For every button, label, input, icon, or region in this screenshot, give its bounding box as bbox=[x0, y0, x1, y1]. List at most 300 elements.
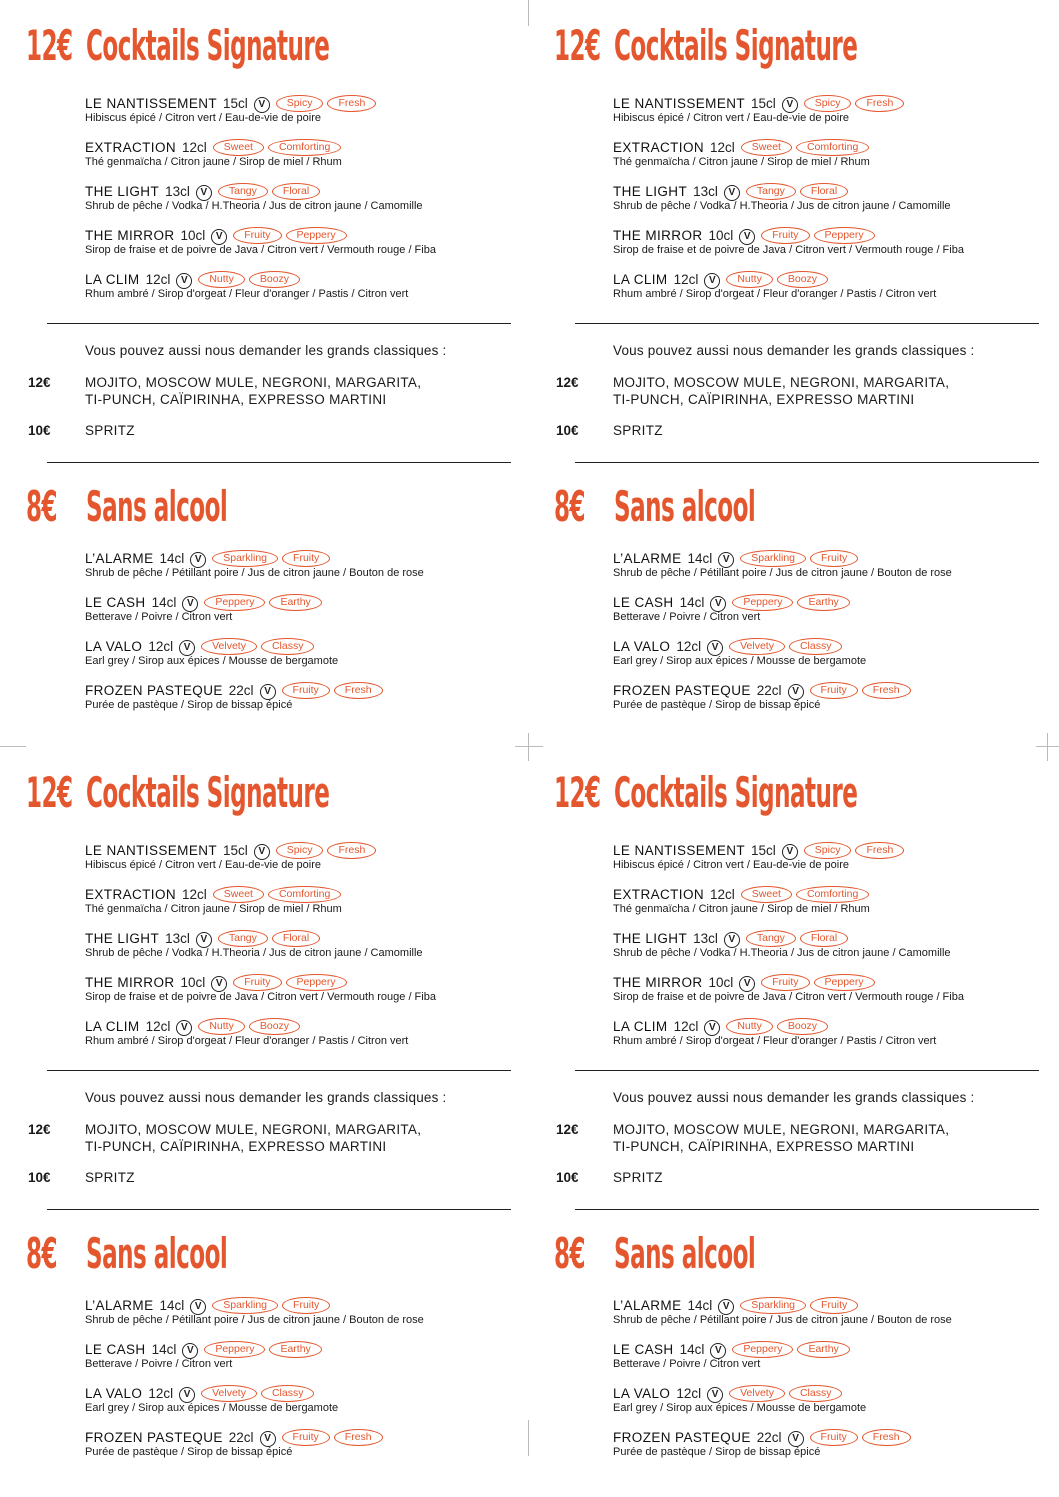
flavor-tag: Peppery bbox=[814, 227, 875, 244]
item-name: EXTRACTION bbox=[613, 887, 705, 902]
item-ingredients: Betterave / Poivre / Citron vert bbox=[613, 1358, 761, 1370]
classics-section bbox=[20, 1089, 520, 1187]
menu-item bbox=[85, 136, 520, 169]
classics-line: MOJITO, MOSCOW MULE, NEGRONI, MARGARITA, bbox=[613, 1122, 950, 1137]
item-ingredients: Shrub de pêche / Vodka / H.Theoria / Jus de citron jaune / Camomille bbox=[613, 947, 951, 959]
flavor-tag: Peppery bbox=[814, 974, 875, 991]
menu-item bbox=[613, 224, 1048, 257]
item-name: LA CLIM bbox=[85, 1019, 140, 1034]
item-name: THE LIGHT bbox=[85, 931, 160, 946]
sans-alcool-price: 8€ bbox=[26, 1229, 58, 1278]
menu-item bbox=[85, 883, 520, 916]
classics-intro: Vous pouvez aussi nous demander les grands classiques : bbox=[85, 343, 447, 358]
vegan-icon: V bbox=[724, 185, 740, 201]
flavor-tag: Tangy bbox=[218, 930, 268, 947]
signature-header bbox=[548, 18, 1048, 74]
item-volume: 10cl bbox=[708, 228, 734, 243]
item-name: LE NANTISSEMENT bbox=[85, 843, 218, 858]
flavor-tag: Fruity bbox=[761, 227, 809, 244]
flavor-tag: Spicy bbox=[804, 95, 852, 112]
divider bbox=[575, 323, 1039, 324]
menu-item bbox=[85, 927, 520, 960]
item-ingredients: Earl grey / Sirop aux épices / Mousse de bergamote bbox=[613, 655, 867, 667]
flavor-tag: Fruity bbox=[810, 550, 858, 567]
flavor-tag: Boozy bbox=[249, 271, 300, 288]
signature-list bbox=[613, 92, 1048, 301]
flavor-tag: Velvety bbox=[201, 638, 257, 655]
item-ingredients: Betterave / Poivre / Citron vert bbox=[85, 1358, 233, 1370]
item-volume: 13cl bbox=[165, 184, 190, 199]
item-name: LA CLIM bbox=[85, 272, 140, 287]
flavor-tag: Fruity bbox=[761, 974, 809, 991]
flavor-tag: Classy bbox=[261, 1385, 315, 1402]
item-volume: 12cl bbox=[145, 1019, 171, 1034]
vegan-icon: V bbox=[182, 1343, 198, 1359]
item-name: LA VALO bbox=[85, 639, 143, 654]
item-volume: 14cl bbox=[151, 1342, 177, 1357]
vegan-icon: V bbox=[260, 1431, 276, 1447]
item-ingredients: Hibiscus épicé / Citron vert / Eau-de-vie de poire bbox=[85, 112, 321, 124]
menu-item bbox=[85, 1426, 520, 1459]
flavor-tag: Fresh bbox=[855, 842, 904, 859]
menu-item bbox=[613, 679, 1048, 712]
item-ingredients: Purée de pastèque / Sirop de bissap épicé bbox=[613, 1446, 821, 1458]
item-ingredients: Betterave / Poivre / Citron vert bbox=[613, 611, 761, 623]
item-ingredients: Purée de pastèque / Sirop de bissap épicé bbox=[613, 699, 821, 711]
flavor-tag: Earthy bbox=[269, 1341, 321, 1358]
classics-section bbox=[548, 1089, 1048, 1187]
signature-list bbox=[613, 839, 1048, 1048]
signature-title: Cocktails Signature bbox=[614, 768, 858, 817]
item-name: FROZEN PASTEQUE bbox=[85, 683, 223, 698]
classics-line: MOJITO, MOSCOW MULE, NEGRONI, MARGARITA, bbox=[85, 1122, 422, 1137]
flavor-tag: Fresh bbox=[862, 1429, 911, 1446]
flavor-tag: Fruity bbox=[282, 550, 330, 567]
item-name: LE NANTISSEMENT bbox=[613, 843, 746, 858]
item-ingredients: Hibiscus épicé / Citron vert / Eau-de-vie de poire bbox=[613, 859, 849, 871]
flavor-tag: Fruity bbox=[282, 1297, 330, 1314]
item-volume: 14cl bbox=[687, 551, 713, 566]
item-volume: 14cl bbox=[679, 1342, 705, 1357]
item-volume: 10cl bbox=[180, 228, 206, 243]
flavor-tag: Spicy bbox=[276, 842, 324, 859]
flavor-tag: Fresh bbox=[327, 842, 376, 859]
item-name: LE CASH bbox=[613, 595, 674, 610]
signature-price: 12€ bbox=[26, 768, 73, 817]
signature-price: 12€ bbox=[26, 21, 73, 70]
flavor-tag: Earthy bbox=[797, 594, 849, 611]
item-ingredients: Rhum ambré / Sirop d'orgeat / Fleur d'oranger / Pastis / Citron vert bbox=[85, 1035, 409, 1047]
item-volume: 12cl bbox=[676, 639, 702, 654]
item-name: LA VALO bbox=[613, 1386, 671, 1401]
item-ingredients: Earl grey / Sirop aux épices / Mousse de bergamote bbox=[85, 655, 339, 667]
item-name: LE CASH bbox=[85, 1342, 146, 1357]
flavor-tag: Fresh bbox=[334, 1429, 383, 1446]
vegan-icon: V bbox=[704, 1020, 720, 1036]
vegan-icon: V bbox=[782, 97, 798, 113]
item-ingredients: Shrub de pêche / Vodka / H.Theoria / Jus de citron jaune / Camomille bbox=[85, 947, 423, 959]
item-volume: 12cl bbox=[676, 1386, 702, 1401]
classics-row bbox=[20, 1121, 520, 1155]
item-name: LA VALO bbox=[85, 1386, 143, 1401]
item-volume: 22cl bbox=[228, 1430, 254, 1445]
item-volume: 14cl bbox=[151, 595, 177, 610]
flavor-tag: Floral bbox=[272, 930, 320, 947]
menu-item bbox=[85, 1338, 520, 1371]
item-name: THE MIRROR bbox=[613, 228, 703, 243]
classics-price: 12€ bbox=[556, 375, 579, 390]
menu-item bbox=[85, 635, 520, 668]
vegan-icon: V bbox=[707, 1387, 723, 1403]
flavor-tag: Comforting bbox=[268, 886, 341, 903]
flavor-tag: Classy bbox=[261, 638, 315, 655]
flavor-tag: Fruity bbox=[282, 682, 330, 699]
item-name: LE CASH bbox=[85, 595, 146, 610]
classics-line: TI-PUNCH, CAÏPIRINHA, EXPRESSO MARTINI bbox=[85, 1139, 387, 1154]
flavor-tag: Sweet bbox=[741, 139, 792, 156]
menu-item bbox=[613, 547, 1048, 580]
flavor-tag: Floral bbox=[800, 183, 848, 200]
divider bbox=[575, 462, 1039, 463]
item-ingredients: Shrub de pêche / Vodka / H.Theoria / Jus de citron jaune / Camomille bbox=[85, 200, 423, 212]
item-ingredients: Earl grey / Sirop aux épices / Mousse de bergamote bbox=[613, 1402, 867, 1414]
crop-mark bbox=[528, 0, 529, 26]
item-name: THE MIRROR bbox=[613, 975, 703, 990]
item-volume: 15cl bbox=[751, 843, 776, 858]
item-ingredients: Rhum ambré / Sirop d'orgeat / Fleur d'oranger / Pastis / Citron vert bbox=[613, 1035, 937, 1047]
item-ingredients: Shrub de pêche / Pétillant poire / Jus de citron jaune / Bouton de rose bbox=[613, 1314, 952, 1326]
classics-line: MOJITO, MOSCOW MULE, NEGRONI, MARGARITA, bbox=[85, 375, 422, 390]
vegan-icon: V bbox=[254, 97, 270, 113]
item-ingredients: Thé genmaïcha / Citron jaune / Sirop de miel / Rhum bbox=[85, 903, 342, 915]
item-name: L’ALARME bbox=[613, 1298, 682, 1313]
flavor-tag: Comforting bbox=[796, 139, 869, 156]
sans-alcool-list bbox=[85, 1294, 520, 1459]
classics-price: 12€ bbox=[556, 1122, 579, 1137]
item-name: FROZEN PASTEQUE bbox=[613, 683, 751, 698]
flavor-tag: Fresh bbox=[862, 682, 911, 699]
flavor-tag: Fresh bbox=[327, 95, 376, 112]
item-volume: 15cl bbox=[751, 96, 776, 111]
menu-panel bbox=[548, 18, 1048, 748]
classics-line: SPRITZ bbox=[613, 423, 663, 438]
menu-item bbox=[613, 1294, 1048, 1327]
menu-item bbox=[85, 1382, 520, 1415]
menu-item bbox=[613, 1015, 1048, 1048]
item-volume: 15cl bbox=[223, 96, 248, 111]
item-name: THE LIGHT bbox=[85, 184, 160, 199]
sans-alcool-price: 8€ bbox=[554, 482, 586, 531]
classics-line: MOJITO, MOSCOW MULE, NEGRONI, MARGARITA, bbox=[613, 375, 950, 390]
menu-item bbox=[85, 1015, 520, 1048]
signature-header bbox=[20, 18, 520, 74]
menu-item bbox=[85, 679, 520, 712]
sans-alcool-price: 8€ bbox=[554, 1229, 586, 1278]
flavor-tag: Peppery bbox=[286, 227, 347, 244]
flavor-tag: Boozy bbox=[777, 271, 828, 288]
sans-alcool-header bbox=[548, 1226, 1048, 1282]
classics-intro: Vous pouvez aussi nous demander les grands classiques : bbox=[85, 1090, 447, 1105]
item-name: L’ALARME bbox=[613, 551, 682, 566]
classics-row bbox=[548, 374, 1048, 408]
vegan-icon: V bbox=[788, 684, 804, 700]
divider bbox=[575, 1070, 1039, 1071]
item-name: LA VALO bbox=[613, 639, 671, 654]
flavor-tag: Nutty bbox=[198, 271, 245, 288]
item-volume: 14cl bbox=[687, 1298, 713, 1313]
flavor-tag: Floral bbox=[272, 183, 320, 200]
item-volume: 12cl bbox=[710, 140, 735, 155]
item-ingredients: Thé genmaïcha / Citron jaune / Sirop de miel / Rhum bbox=[613, 903, 870, 915]
item-ingredients: Purée de pastèque / Sirop de bissap épicé bbox=[85, 1446, 293, 1458]
signature-title: Cocktails Signature bbox=[86, 768, 330, 817]
item-volume: 13cl bbox=[165, 931, 190, 946]
vegan-icon: V bbox=[190, 1299, 206, 1315]
flavor-tag: Velvety bbox=[729, 1385, 785, 1402]
item-ingredients: Rhum ambré / Sirop d'orgeat / Fleur d'oranger / Pastis / Citron vert bbox=[613, 288, 937, 300]
vegan-icon: V bbox=[176, 1020, 192, 1036]
menu-item bbox=[613, 268, 1048, 301]
signature-header bbox=[20, 765, 520, 821]
vegan-icon: V bbox=[724, 932, 740, 948]
item-name: THE MIRROR bbox=[85, 228, 175, 243]
divider bbox=[47, 1209, 511, 1210]
item-name: LA CLIM bbox=[613, 272, 668, 287]
item-ingredients: Sirop de fraise et de poivre de Java / Citron vert / Vermouth rouge / Fiba bbox=[85, 991, 436, 1003]
item-volume: 22cl bbox=[756, 683, 782, 698]
item-name: LE CASH bbox=[613, 1342, 674, 1357]
flavor-tag: Floral bbox=[800, 930, 848, 947]
item-volume: 12cl bbox=[710, 887, 735, 902]
classics-price: 12€ bbox=[28, 1122, 51, 1137]
sans-alcool-header bbox=[20, 1226, 520, 1282]
sans-alcool-header bbox=[20, 479, 520, 535]
sans-alcool-header bbox=[548, 479, 1048, 535]
item-volume: 12cl bbox=[148, 1386, 174, 1401]
item-volume: 10cl bbox=[180, 975, 206, 990]
vegan-icon: V bbox=[739, 229, 755, 245]
item-volume: 14cl bbox=[679, 595, 705, 610]
flavor-tag: Spicy bbox=[276, 95, 324, 112]
sans-alcool-section bbox=[20, 479, 520, 712]
sans-alcool-list bbox=[613, 547, 1048, 712]
flavor-tag: Comforting bbox=[268, 139, 341, 156]
classics-price: 10€ bbox=[28, 1170, 51, 1185]
item-volume: 22cl bbox=[228, 683, 254, 698]
classics-line: TI-PUNCH, CAÏPIRINHA, EXPRESSO MARTINI bbox=[85, 392, 387, 407]
menu-item bbox=[613, 1382, 1048, 1415]
item-name: FROZEN PASTEQUE bbox=[85, 1430, 223, 1445]
flavor-tag: Nutty bbox=[726, 1018, 773, 1035]
menu-item bbox=[613, 591, 1048, 624]
flavor-tag: Fruity bbox=[233, 974, 281, 991]
item-name: LE NANTISSEMENT bbox=[613, 96, 746, 111]
menu-item bbox=[85, 971, 520, 1004]
item-name: L’ALARME bbox=[85, 1298, 154, 1313]
flavor-tag: Peppery bbox=[204, 1341, 265, 1358]
sans-alcool-price: 8€ bbox=[26, 482, 58, 531]
vegan-icon: V bbox=[782, 844, 798, 860]
flavor-tag: Nutty bbox=[726, 271, 773, 288]
vegan-icon: V bbox=[196, 932, 212, 948]
vegan-icon: V bbox=[704, 273, 720, 289]
classics-section bbox=[548, 342, 1048, 440]
menu-panel bbox=[20, 765, 520, 1495]
item-ingredients: Shrub de pêche / Vodka / H.Theoria / Jus de citron jaune / Camomille bbox=[613, 200, 951, 212]
signature-price: 12€ bbox=[554, 768, 601, 817]
item-ingredients: Shrub de pêche / Pétillant poire / Jus de citron jaune / Bouton de rose bbox=[85, 567, 424, 579]
item-name: THE LIGHT bbox=[613, 184, 688, 199]
item-volume: 14cl bbox=[159, 551, 185, 566]
vegan-icon: V bbox=[739, 976, 755, 992]
flavor-tag: Peppery bbox=[204, 594, 265, 611]
flavor-tag: Sweet bbox=[213, 886, 264, 903]
flavor-tag: Classy bbox=[789, 1385, 843, 1402]
flavor-tag: Peppery bbox=[732, 594, 793, 611]
menu-item bbox=[613, 971, 1048, 1004]
menu-item bbox=[85, 1294, 520, 1327]
vegan-icon: V bbox=[707, 640, 723, 656]
flavor-tag: Fruity bbox=[282, 1429, 330, 1446]
item-name: EXTRACTION bbox=[85, 140, 177, 155]
sans-alcool-section bbox=[548, 479, 1048, 712]
flavor-tag: Tangy bbox=[218, 183, 268, 200]
menu-item bbox=[613, 1338, 1048, 1371]
menu-item bbox=[613, 136, 1048, 169]
vegan-icon: V bbox=[788, 1431, 804, 1447]
item-ingredients: Purée de pastèque / Sirop de bissap épicé bbox=[85, 699, 293, 711]
item-name: L’ALARME bbox=[85, 551, 154, 566]
flavor-tag: Tangy bbox=[746, 183, 796, 200]
item-volume: 22cl bbox=[756, 1430, 782, 1445]
signature-title: Cocktails Signature bbox=[614, 21, 858, 70]
classics-price: 10€ bbox=[28, 423, 51, 438]
crop-mark bbox=[528, 1420, 529, 1456]
menu-item bbox=[85, 839, 520, 872]
item-ingredients: Shrub de pêche / Pétillant poire / Jus de citron jaune / Bouton de rose bbox=[85, 1314, 424, 1326]
vegan-icon: V bbox=[211, 229, 227, 245]
flavor-tag: Sweet bbox=[213, 139, 264, 156]
sans-alcool-section bbox=[548, 1226, 1048, 1459]
item-volume: 13cl bbox=[693, 931, 718, 946]
flavor-tag: Peppery bbox=[286, 974, 347, 991]
item-volume: 14cl bbox=[159, 1298, 185, 1313]
flavor-tag: Fruity bbox=[810, 1429, 858, 1446]
flavor-tag: Fruity bbox=[810, 682, 858, 699]
vegan-icon: V bbox=[196, 185, 212, 201]
sans-alcool-title: Sans alcool bbox=[614, 482, 756, 531]
item-ingredients: Hibiscus épicé / Citron vert / Eau-de-vie de poire bbox=[85, 859, 321, 871]
flavor-tag: Boozy bbox=[777, 1018, 828, 1035]
classics-row bbox=[20, 422, 520, 440]
menu-item bbox=[85, 224, 520, 257]
flavor-tag: Sparkling bbox=[212, 1297, 278, 1314]
flavor-tag: Fresh bbox=[855, 95, 904, 112]
flavor-tag: Sparkling bbox=[740, 1297, 806, 1314]
menu-item bbox=[613, 635, 1048, 668]
vegan-icon: V bbox=[190, 552, 206, 568]
item-volume: 13cl bbox=[693, 184, 718, 199]
menu-panel bbox=[548, 765, 1048, 1495]
flavor-tag: Sparkling bbox=[740, 550, 806, 567]
item-volume: 12cl bbox=[182, 887, 207, 902]
flavor-tag: Spicy bbox=[804, 842, 852, 859]
vegan-icon: V bbox=[211, 976, 227, 992]
flavor-tag: Velvety bbox=[729, 638, 785, 655]
sans-alcool-title: Sans alcool bbox=[614, 1229, 756, 1278]
vegan-icon: V bbox=[176, 273, 192, 289]
vegan-icon: V bbox=[179, 640, 195, 656]
flavor-tag: Fruity bbox=[233, 227, 281, 244]
item-name: THE MIRROR bbox=[85, 975, 175, 990]
divider bbox=[575, 1209, 1039, 1210]
item-volume: 12cl bbox=[148, 639, 174, 654]
vegan-icon: V bbox=[260, 684, 276, 700]
divider bbox=[47, 323, 511, 324]
flavor-tag: Velvety bbox=[201, 1385, 257, 1402]
item-name: EXTRACTION bbox=[85, 887, 177, 902]
classics-price: 12€ bbox=[28, 375, 51, 390]
vegan-icon: V bbox=[718, 1299, 734, 1315]
menu-item bbox=[85, 180, 520, 213]
sans-alcool-section bbox=[20, 1226, 520, 1459]
menu-item bbox=[85, 268, 520, 301]
item-volume: 12cl bbox=[673, 1019, 699, 1034]
item-ingredients: Thé genmaïcha / Citron jaune / Sirop de miel / Rhum bbox=[85, 156, 342, 168]
vegan-icon: V bbox=[182, 596, 198, 612]
item-volume: 12cl bbox=[673, 272, 699, 287]
item-volume: 12cl bbox=[145, 272, 171, 287]
classics-line: SPRITZ bbox=[85, 1170, 135, 1185]
menu-item bbox=[613, 92, 1048, 125]
menu-item bbox=[613, 1426, 1048, 1459]
classics-row bbox=[20, 374, 520, 408]
classics-section bbox=[20, 342, 520, 440]
vegan-icon: V bbox=[254, 844, 270, 860]
divider bbox=[47, 1070, 511, 1071]
divider bbox=[47, 462, 511, 463]
item-ingredients: Sirop de fraise et de poivre de Java / Citron vert / Vermouth rouge / Fiba bbox=[85, 244, 436, 256]
menu-item bbox=[85, 547, 520, 580]
item-name: LA CLIM bbox=[613, 1019, 668, 1034]
sans-alcool-list bbox=[85, 547, 520, 712]
classics-line: TI-PUNCH, CAÏPIRINHA, EXPRESSO MARTINI bbox=[613, 1139, 915, 1154]
vegan-icon: V bbox=[718, 552, 734, 568]
classics-line: SPRITZ bbox=[85, 423, 135, 438]
menu-item bbox=[85, 92, 520, 125]
flavor-tag: Classy bbox=[789, 638, 843, 655]
menu-item bbox=[613, 839, 1048, 872]
menu-item bbox=[613, 883, 1048, 916]
signature-title: Cocktails Signature bbox=[86, 21, 330, 70]
flavor-tag: Sweet bbox=[741, 886, 792, 903]
menu-item bbox=[613, 927, 1048, 960]
item-name: FROZEN PASTEQUE bbox=[613, 1430, 751, 1445]
item-ingredients: Sirop de fraise et de poivre de Java / Citron vert / Vermouth rouge / Fiba bbox=[613, 244, 964, 256]
classics-line: TI-PUNCH, CAÏPIRINHA, EXPRESSO MARTINI bbox=[613, 392, 915, 407]
item-name: THE LIGHT bbox=[613, 931, 688, 946]
sans-alcool-list bbox=[613, 1294, 1048, 1459]
item-ingredients: Rhum ambré / Sirop d'orgeat / Fleur d'oranger / Pastis / Citron vert bbox=[85, 288, 409, 300]
item-volume: 10cl bbox=[708, 975, 734, 990]
menu-item bbox=[613, 180, 1048, 213]
sans-alcool-title: Sans alcool bbox=[86, 482, 228, 531]
classics-price: 10€ bbox=[556, 1170, 579, 1185]
sans-alcool-title: Sans alcool bbox=[86, 1229, 228, 1278]
item-name: LE NANTISSEMENT bbox=[85, 96, 218, 111]
flavor-tag: Earthy bbox=[797, 1341, 849, 1358]
classics-intro: Vous pouvez aussi nous demander les grands classiques : bbox=[613, 343, 975, 358]
